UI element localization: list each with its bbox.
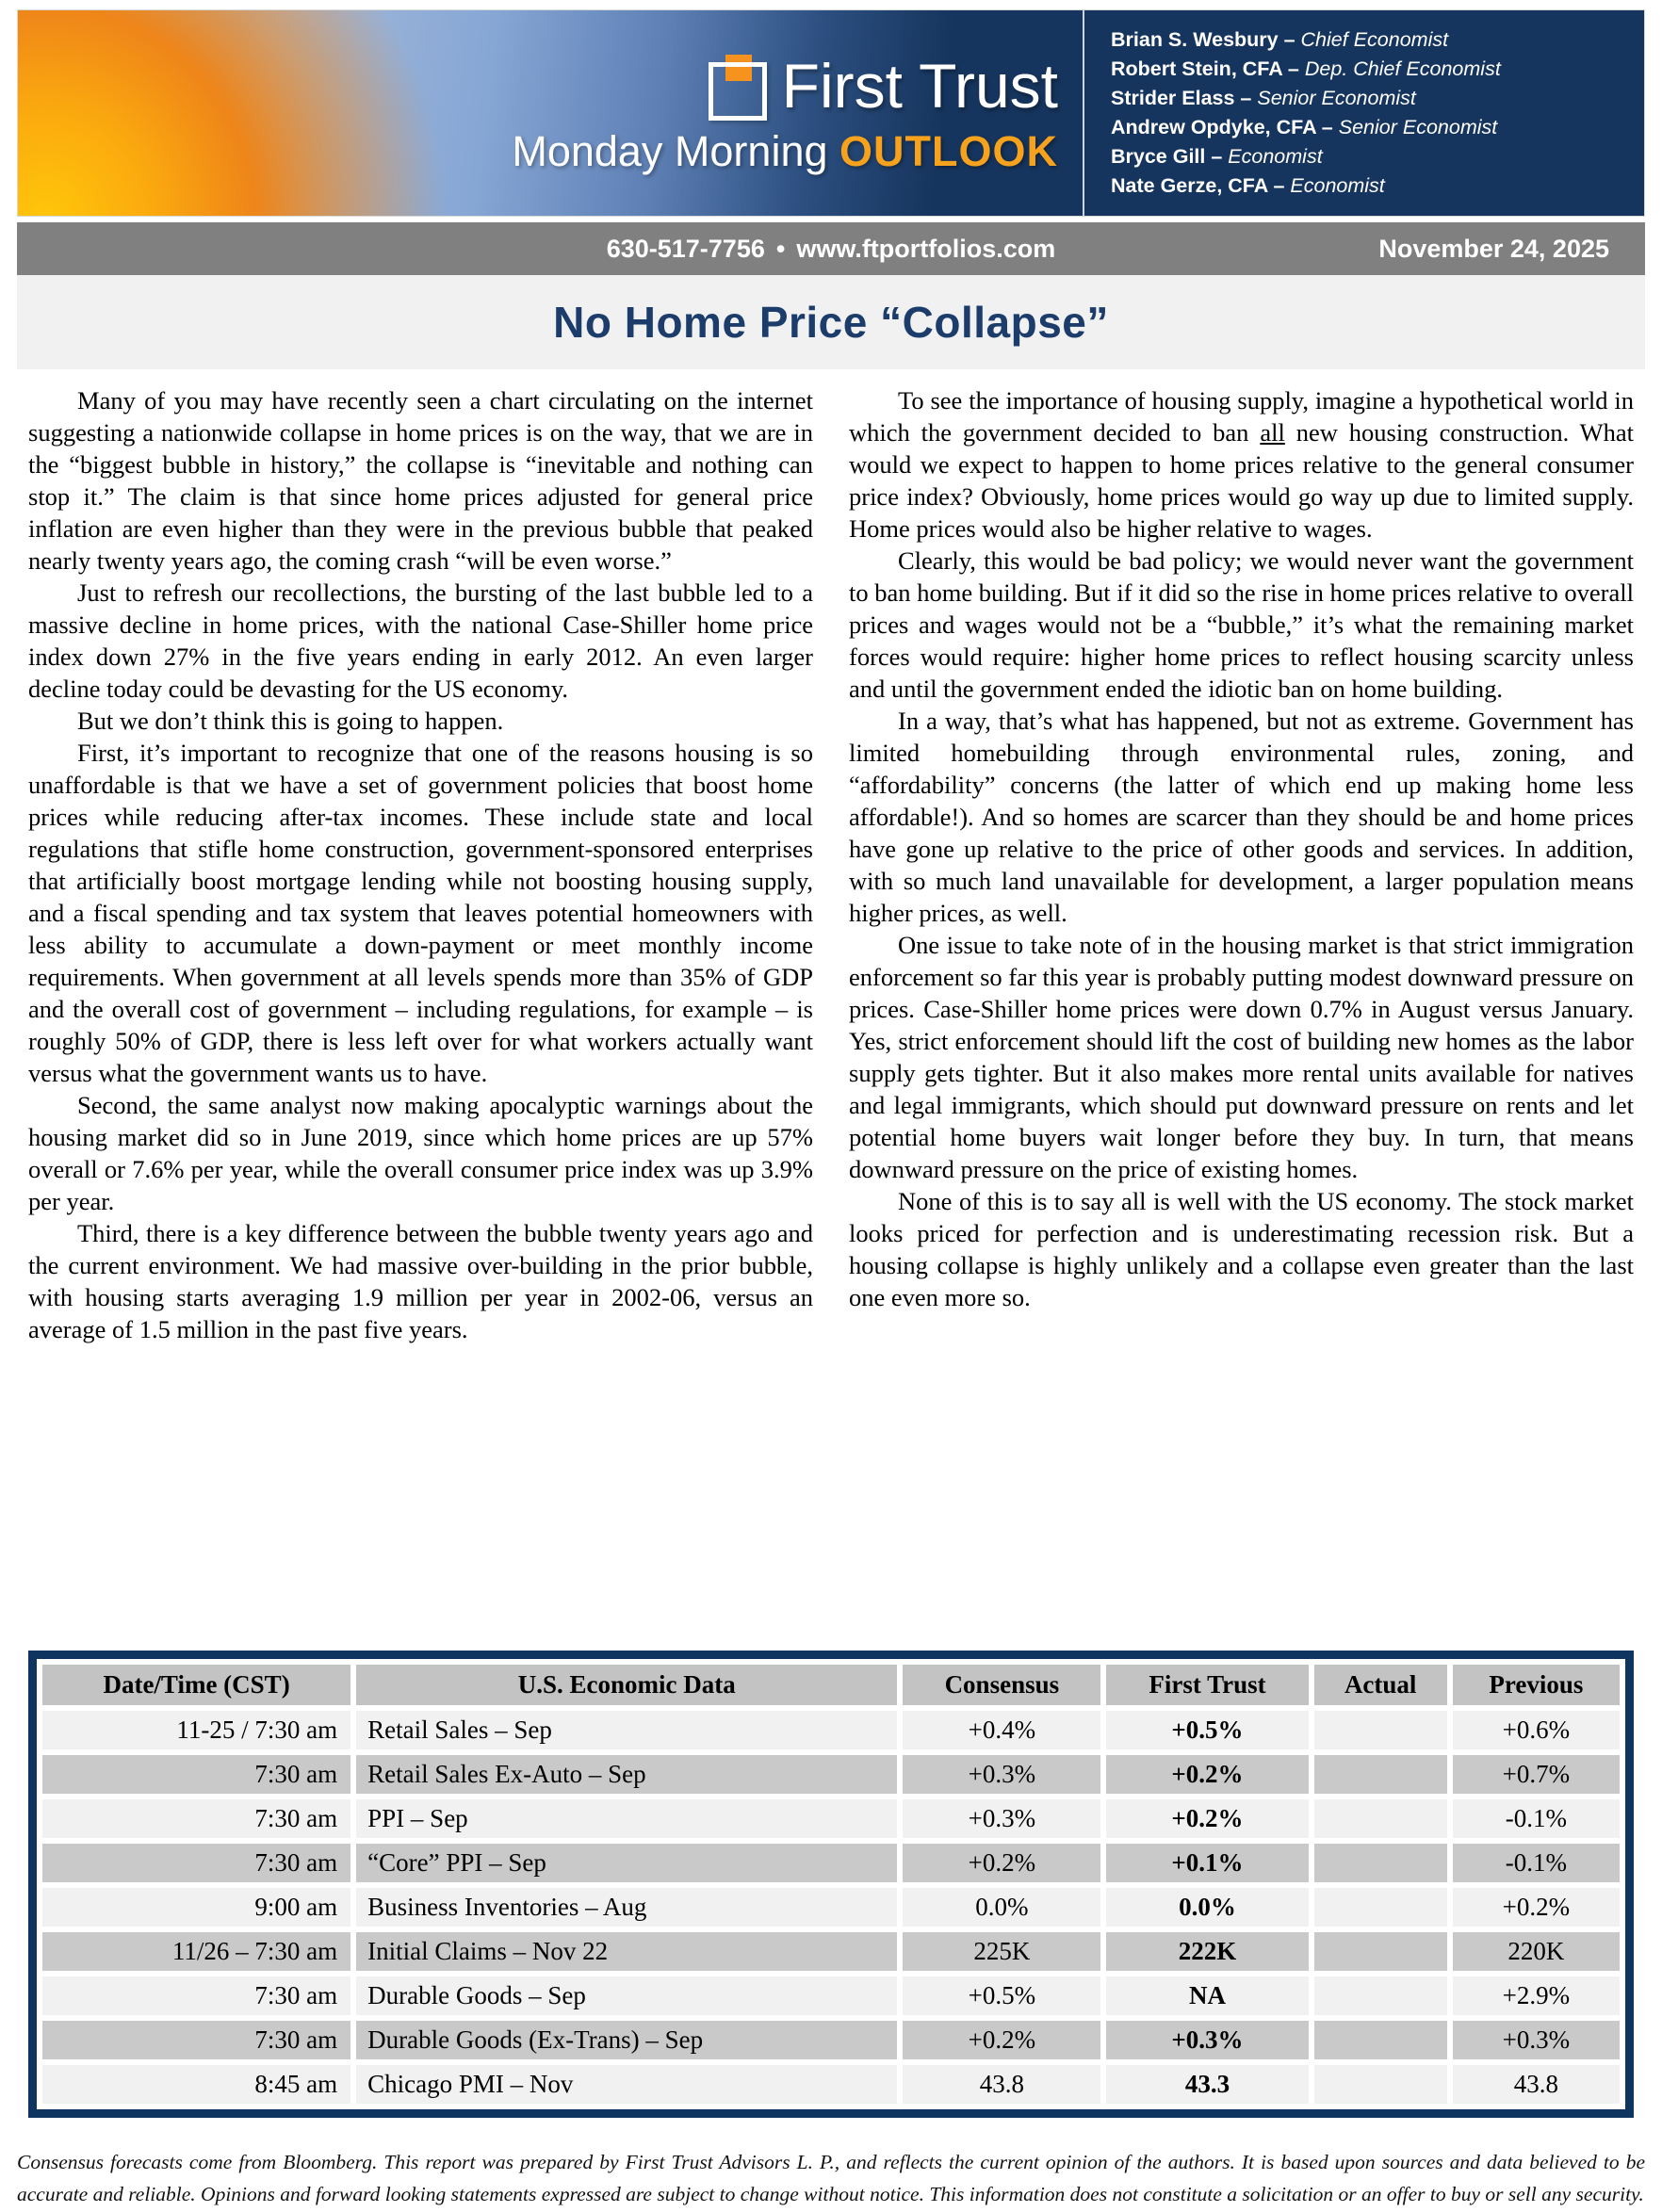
- table-cell: [1314, 1844, 1447, 1882]
- economist-line: Brian S. Wesbury – Chief Economist: [1111, 28, 1449, 51]
- disclaimer: [17, 2146, 1645, 2210]
- website-link[interactable]: www.ftportfolios.com: [796, 234, 1056, 263]
- table-cell: Initial Claims – Nov 22: [356, 1932, 897, 1971]
- paragraph: Many of you may have recently seen a chart circulating on the internet suggesting a nationwide collapse in home prices is on the way, that we are in the “biggest bubble in history,” the collapse is “inevitable and nothing can stop it.” The claim is that since home prices adjusted for general price inflation are even higher than they were in the previous bubble that peaked nearly twenty years ago, the coming crash “will be even worse.”: [28, 386, 813, 575]
- masthead: [17, 9, 1645, 217]
- table-cell: Durable Goods – Sep: [356, 1976, 897, 2015]
- table-cell: 0.0%: [1106, 1888, 1308, 1927]
- table-cell: Business Inventories – Aug: [356, 1888, 897, 1927]
- contact-bar: [17, 222, 1645, 275]
- paragraph: Just to refresh our recollections, the bursting of the last bubble led to a massive decline in home prices, with the national Case-Shiller home price index down 27% in the five years ending in early 2012. An even larger decline today could be devasting for the US economy.: [28, 578, 813, 703]
- table-row: [42, 2021, 1620, 2059]
- table-cell: +0.3%: [1106, 2021, 1308, 2059]
- table-cell: [1314, 1711, 1447, 1749]
- title-band: [17, 275, 1645, 369]
- table-cell: 11/26 – 7:30 am: [42, 1932, 350, 1971]
- economist-line: Nate Gerze, CFA – Economist: [1111, 174, 1385, 197]
- economist-line: Robert Stein, CFA – Dep. Chief Economist: [1111, 57, 1501, 80]
- table-cell: “Core” PPI – Sep: [356, 1844, 897, 1882]
- paragraph: To see the importance of housing supply, imagine a hypothetical world in which the government decided to ban all new housing construction. What would we expect to happen to home prices relative to the general consumer price index? Obviously, home prices would go way up due to limited supply. Home prices would also be higher relative to wages.: [849, 386, 1634, 543]
- logo-white-square: [709, 62, 767, 121]
- paragraph: But we don’t think this is going to happen.: [77, 707, 504, 735]
- economist-line: Andrew Opdyke, CFA – Senior Economist: [1111, 116, 1498, 138]
- table-cell: NA: [1106, 1976, 1308, 2015]
- table-cell: [1314, 2065, 1447, 2104]
- table-header-row: [42, 1665, 1620, 1705]
- paragraph: None of this is to say all is well with the US economy. The stock market looks priced for perfection and is underestimating recession risk. But a housing collapse is highly unlikely and a collapse even greater than the last one even more so.: [849, 1187, 1634, 1311]
- table-cell: 8:45 am: [42, 2065, 350, 2104]
- table-header-cell: U.S. Economic Data: [356, 1665, 897, 1705]
- table-cell: 0.0%: [903, 1888, 1100, 1927]
- issue-date: November 24, 2025: [1378, 234, 1609, 263]
- table-cell: +2.9%: [1453, 1976, 1620, 2015]
- table-cell: +0.5%: [1106, 1711, 1308, 1749]
- paragraph: First, it’s important to recognize that one of the reasons housing is so unaffordable is that we have a set of government policies that boost home prices while reducing after-tax incomes. These include state and local regulations that stifle home construction, government-sponsored enterprises that artificially boost mortgage lending while not boosting housing supply, and a fiscal spending and tax system that leaves potential homeowners with less ability to accumulate a down-payment or meet monthly income requirements. When government at all levels spends more than 35% of GDP and the overall cost of government – including regulations, for example – is roughly 50% of GDP, there is less left over for what workers actually want versus what the government wants us to have.: [28, 739, 813, 1087]
- table-cell: Retail Sales Ex-Auto – Sep: [356, 1755, 897, 1794]
- publication-name-part2: OUTLOOK: [839, 127, 1058, 175]
- table-cell: [1314, 1888, 1447, 1927]
- table-cell: -0.1%: [1453, 1844, 1620, 1882]
- table-cell: 11-25 / 7:30 am: [42, 1711, 350, 1749]
- table-header-cell: Consensus: [903, 1665, 1100, 1705]
- table-cell: 7:30 am: [42, 1844, 350, 1882]
- table-cell: Chicago PMI – Nov: [356, 2065, 897, 2104]
- table-cell: [1314, 2021, 1447, 2059]
- table-cell: 43.8: [903, 2065, 1100, 2104]
- page-title: No Home Price “Collapse”: [553, 298, 1109, 347]
- paragraph: Third, there is a key difference between the bubble twenty years ago and the current environment. We had massive over-building in the prior bubble, with housing starts averaging 1.9 million per year in 2002-06, versus an average of 1.5 million in the past five years.: [28, 1219, 813, 1343]
- economist-line: Bryce Gill – Economist: [1111, 145, 1323, 168]
- phone-number: 630-517-7756: [606, 234, 765, 263]
- table-cell: 225K: [903, 1932, 1100, 1971]
- table-cell: 43.8: [1453, 2065, 1620, 2104]
- table-cell: +0.1%: [1106, 1844, 1308, 1882]
- table-cell: 222K: [1106, 1932, 1308, 1971]
- table-row: [42, 1932, 1620, 1971]
- table-cell: [1314, 1976, 1447, 2015]
- economic-data-table-inner: [37, 1659, 1625, 2109]
- table-cell: +0.3%: [1453, 2021, 1620, 2059]
- table-cell: [1314, 1755, 1447, 1794]
- paragraph: In a way, that’s what has happened, but not as extreme. Government has limited homebuilding through environmental rules, zoning, and “affordability” concerns (the latter of which end up making home less affordable!). And so homes are scarcer than they should be and home prices have gone up relative to the price of other goods and services. In addition, with so much land unavailable for development, a larger population means higher prices, as well.: [849, 707, 1634, 927]
- economic-data-table: [28, 1651, 1634, 2118]
- bullet-separator: •: [775, 234, 786, 263]
- economists-panel: [1083, 10, 1644, 216]
- table-cell: +0.2%: [903, 1844, 1100, 1882]
- table-cell: +0.2%: [1106, 1799, 1308, 1838]
- table-cell: 220K: [1453, 1932, 1620, 1971]
- table-row: [42, 2065, 1620, 2104]
- table-cell: +0.4%: [903, 1711, 1100, 1749]
- table-cell: +0.2%: [1453, 1888, 1620, 1927]
- article-column-right: [849, 384, 1634, 1345]
- table-cell: +0.5%: [903, 1976, 1100, 2015]
- table-row: [42, 1799, 1620, 1838]
- first-trust-logo-icon: [707, 55, 769, 117]
- table-row: [42, 1844, 1620, 1882]
- economist-line: Strider Elass – Senior Economist: [1111, 87, 1416, 109]
- table-header-cell: Previous: [1453, 1665, 1620, 1705]
- table-cell: 7:30 am: [42, 1976, 350, 2015]
- publication-name-part1: Monday Morning: [512, 127, 828, 175]
- table-cell: -0.1%: [1453, 1799, 1620, 1838]
- table-header-cell: Date/Time (CST): [42, 1665, 350, 1705]
- table-cell: +0.3%: [903, 1755, 1100, 1794]
- table-cell: +0.7%: [1453, 1755, 1620, 1794]
- table-row: [42, 1711, 1620, 1749]
- brand-lockup: [707, 50, 1058, 122]
- table-row: [42, 1755, 1620, 1794]
- publication-name: [512, 127, 1058, 176]
- table-cell: [1314, 1932, 1447, 1971]
- table-row: [42, 1976, 1620, 2015]
- table-header-cell: Actual: [1314, 1665, 1447, 1705]
- table-cell: 7:30 am: [42, 1799, 350, 1838]
- disclaimer-text: Consensus forecasts come from Bloomberg. This report was prepared by First Trust Advisors L. P., and reflects the current opinion of the authors. It is based upon sources and data believed to be accurate and reliable. Opinions and forward looking statements expressed are subject to change without notice. This information does not constitute a solicitation or an offer to buy or sell any security.: [17, 2151, 1645, 2205]
- table-cell: +0.2%: [903, 2021, 1100, 2059]
- table-cell: +0.6%: [1453, 1711, 1620, 1749]
- table-cell: [1314, 1799, 1447, 1838]
- paragraph: One issue to take note of in the housing market is that strict immigration enforcement so far this year is probably putting modest downward pressure on prices. Case-Shiller home prices were down 0.7% in August versus January. Yes, strict enforcement should lift the cost of building new homes as the labor supply gets tighter. But it also makes more rental units available for natives and legal immigrants, which should put downward pressure on rents and let potential home buyers wait longer before they buy. In turn, that means downward pressure on the price of existing homes.: [849, 931, 1634, 1183]
- table-header-cell: First Trust: [1106, 1665, 1308, 1705]
- table-cell: Durable Goods (Ex-Trans) – Sep: [356, 2021, 897, 2059]
- table-cell: 7:30 am: [42, 1755, 350, 1794]
- paragraph: Second, the same analyst now making apocalyptic warnings about the housing market did so in June 2019, since which home prices are up 57% overall or 7.6% per year, while the overall consumer price index was up 3.9% per year.: [28, 1091, 813, 1215]
- paragraph: Clearly, this would be bad policy; we would never want the government to ban home building. But if it did so the rise in home prices relative to overall prices and wages would not be a “bubble,” it’s what the remaining market forces would require: higher home prices to reflect housing scarcity unless and until the government ended the idiotic ban on home building.: [849, 546, 1634, 703]
- brand-name: First Trust: [781, 51, 1058, 121]
- table-cell: +0.3%: [903, 1799, 1100, 1838]
- masthead-gradient: [18, 10, 1083, 216]
- table-cell: Retail Sales – Sep: [356, 1711, 897, 1749]
- table-cell: 9:00 am: [42, 1888, 350, 1927]
- table-cell: 7:30 am: [42, 2021, 350, 2059]
- article-body: [28, 384, 1634, 1345]
- table-cell: +0.2%: [1106, 1755, 1308, 1794]
- table-cell: 43.3: [1106, 2065, 1308, 2104]
- article-column-left: [28, 384, 813, 1345]
- economic-data-grid: [37, 1659, 1625, 2109]
- table-cell: PPI – Sep: [356, 1799, 897, 1838]
- table-row: [42, 1888, 1620, 1927]
